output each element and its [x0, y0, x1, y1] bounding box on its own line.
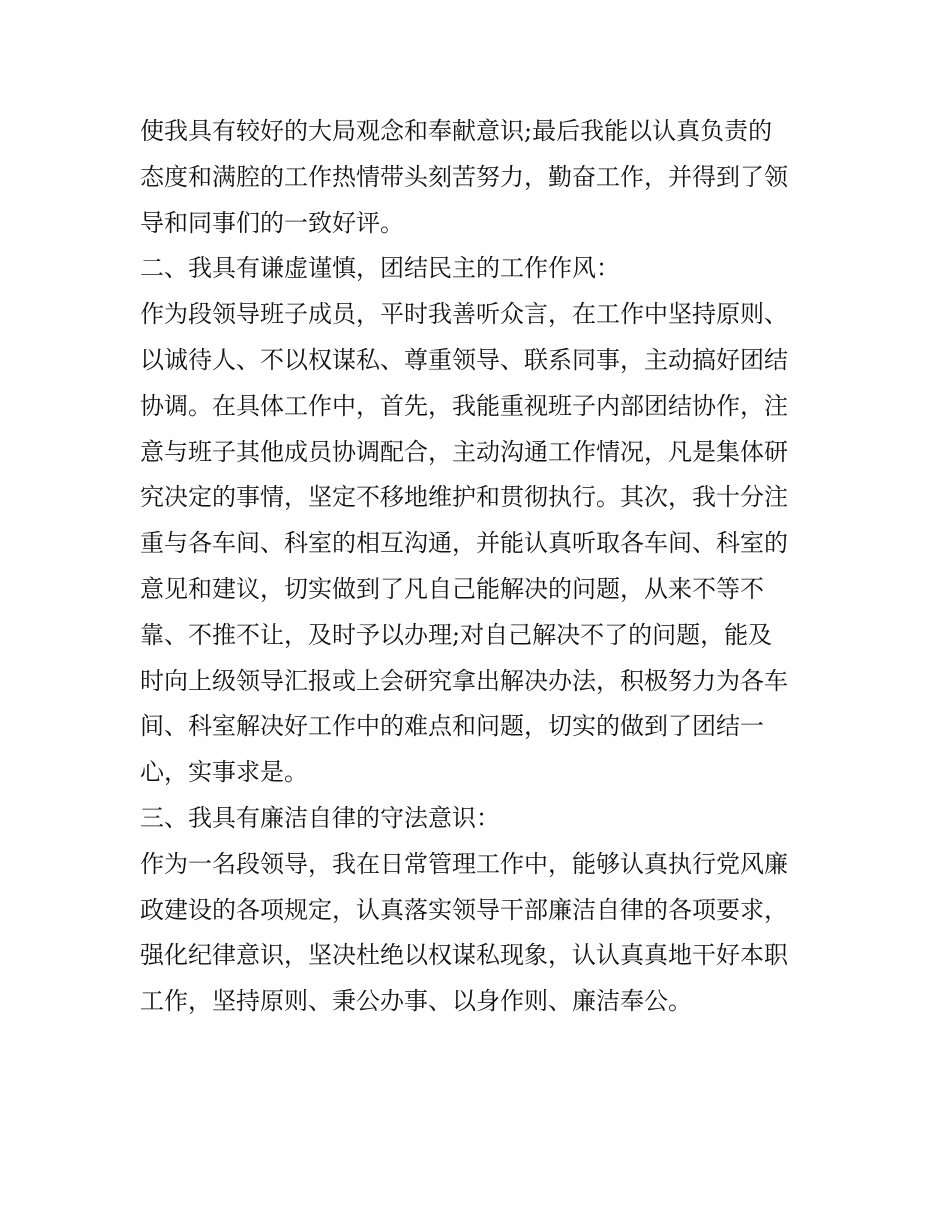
text-line: 靠、不推不让，及时予以办理;对自己解决不了的问题，能及 [140, 620, 773, 649]
text-line: 作为段领导班子成员，平时我善听众言，在工作中坚持原则、 [140, 300, 788, 329]
text-line: 重与各车间、科室的相互沟通，并能认真听取各车间、科室的 [140, 529, 788, 558]
section-heading: 二、我具有谦虚谨慎，团结民主的工作作风： [140, 254, 620, 283]
text-line: 工作，坚持原则、秉公办事、以身作则、廉洁奉公。 [140, 987, 692, 1016]
text-line: 强化纪律意识，坚决杜绝以权谋私现象，认认真真地干好本职 [140, 941, 788, 970]
text-line: 作为一名段领导，我在日常管理工作中，能够认真执行党风廉 [140, 849, 788, 878]
text-line: 究决定的事情，坚定不移地维护和贯彻执行。其次，我十分注 [140, 483, 788, 512]
text-line: 时向上级领导汇报或上会研究拿出解决办法，积极努力为各车 [140, 666, 788, 695]
document-body [140, 109, 816, 1025]
text-line: 协调。在具体工作中，首先，我能重视班子内部团结协作，注 [140, 391, 788, 420]
text-line: 意与班子其他成员协调配合，主动沟通工作情况，凡是集体研 [140, 437, 788, 466]
text-line: 心，实事求是。 [140, 758, 308, 787]
text-line: 政建设的各项规定，认真落实领导干部廉洁自律的各项要求， [140, 895, 788, 924]
text-line: 间、科室解决好工作中的难点和问题，切实的做到了团结一 [140, 712, 764, 741]
section-heading: 三、我具有廉洁自律的守法意识： [140, 803, 500, 832]
text-line: 导和同事们的一致好评。 [140, 208, 404, 237]
text-line: 意见和建议，切实做到了凡自己能解决的问题，从来不等不 [140, 574, 764, 603]
text-line: 态度和满腔的工作热情带头刻苦努力，勤奋工作，并得到了领 [140, 162, 788, 191]
text-line: 使我具有较好的大局观念和奉献意识;最后我能以认真负责的 [140, 117, 773, 145]
text-line: 以诚待人、不以权谋私、尊重领导、联系同事，主动搞好团结 [140, 345, 788, 374]
